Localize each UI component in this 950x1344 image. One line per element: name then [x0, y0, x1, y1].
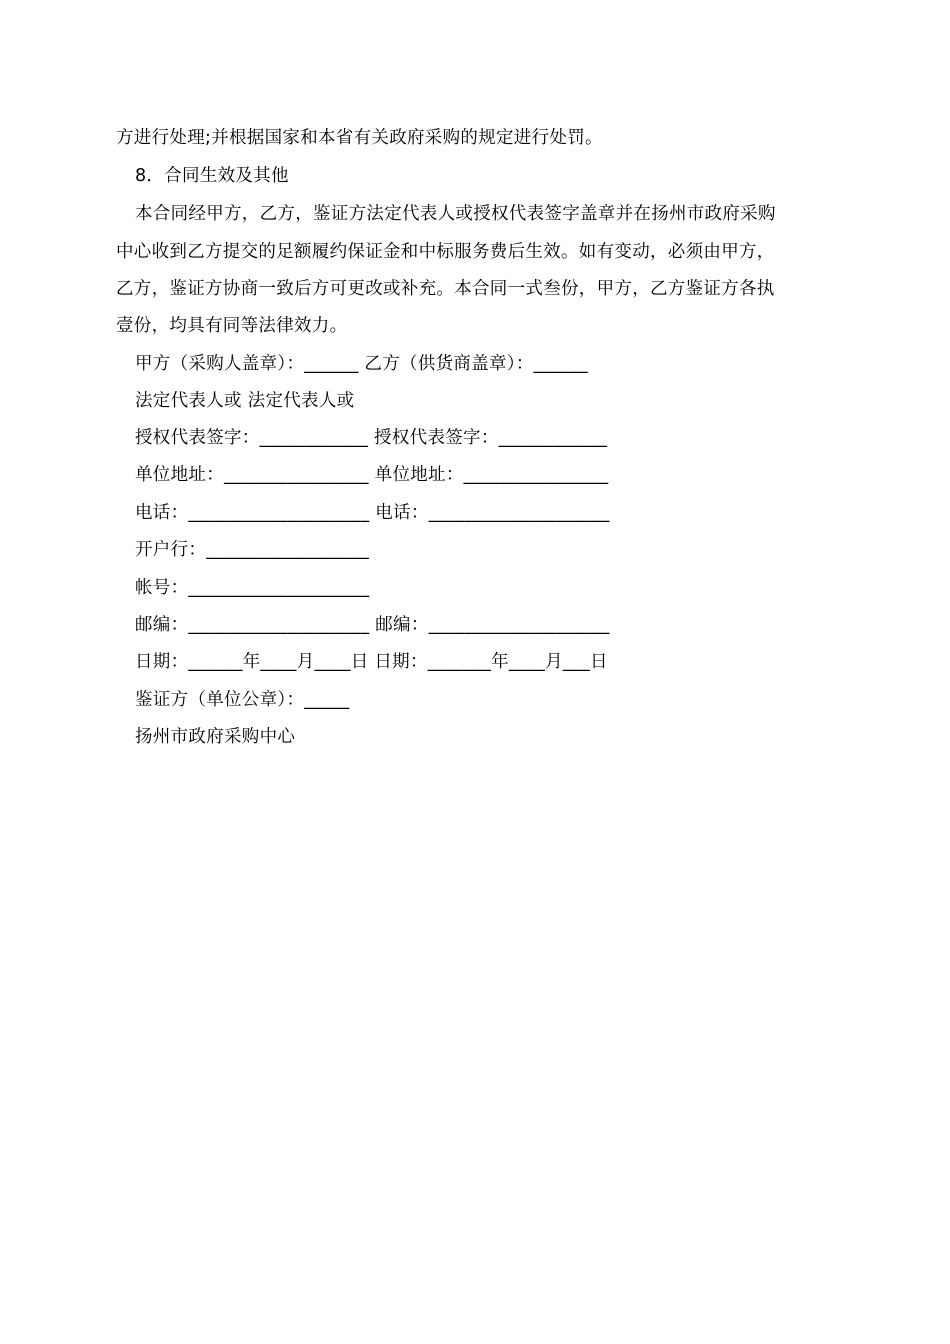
witness-name: 扬州市政府采购中心 [135, 727, 296, 747]
clause-8-paragraph-line-1: 本合同经甲方，乙方，鉴证方法定代表人或授权代表签字盖章并在扬州市政府采购 [135, 204, 776, 224]
bank-line: 开户行：__________________ [135, 540, 370, 560]
party-seal-line: 甲方（采购人盖章）：______ 乙方（供货商盖章）：______ [135, 354, 588, 374]
clause-8-paragraph-line-2: 中心收到乙方提交的足额履约保证金和中标服务费后生效。如有变动，必须由甲方， [116, 242, 775, 262]
address-line: 单位地址：________________ 单位地址：________________ [135, 465, 609, 485]
legal-representative-line: 法定代表人或 法定代表人或 [135, 391, 355, 411]
authorized-signature-line: 授权代表签字：____________ 授权代表签字：____________ [135, 428, 608, 448]
clause-8-paragraph-line-4: 壹份，均具有同等法律效力。 [116, 316, 348, 336]
clause-8-heading: 8．合同生效及其他 [135, 166, 289, 186]
clause-7-text-end: 方进行处理;并根据国家和本省有关政府采购的规定进行处罚。 [116, 128, 603, 148]
account-line: 帐号：____________________ [135, 578, 370, 598]
postcode-line: 邮编：____________________ 邮编：____________________ [135, 615, 610, 635]
witness-seal-line: 鉴证方（单位公章）：_____ [135, 690, 350, 710]
clause-8-paragraph-line-3: 乙方，鉴证方协商一致后方可更改或补充。本合同一式叁份，甲方，乙方鉴证方各执 [116, 279, 775, 299]
date-line: 日期：______年____月____日 日期：_______年____月___日 [135, 652, 608, 672]
phone-line: 电话：____________________ 电话：____________________ [135, 503, 610, 523]
